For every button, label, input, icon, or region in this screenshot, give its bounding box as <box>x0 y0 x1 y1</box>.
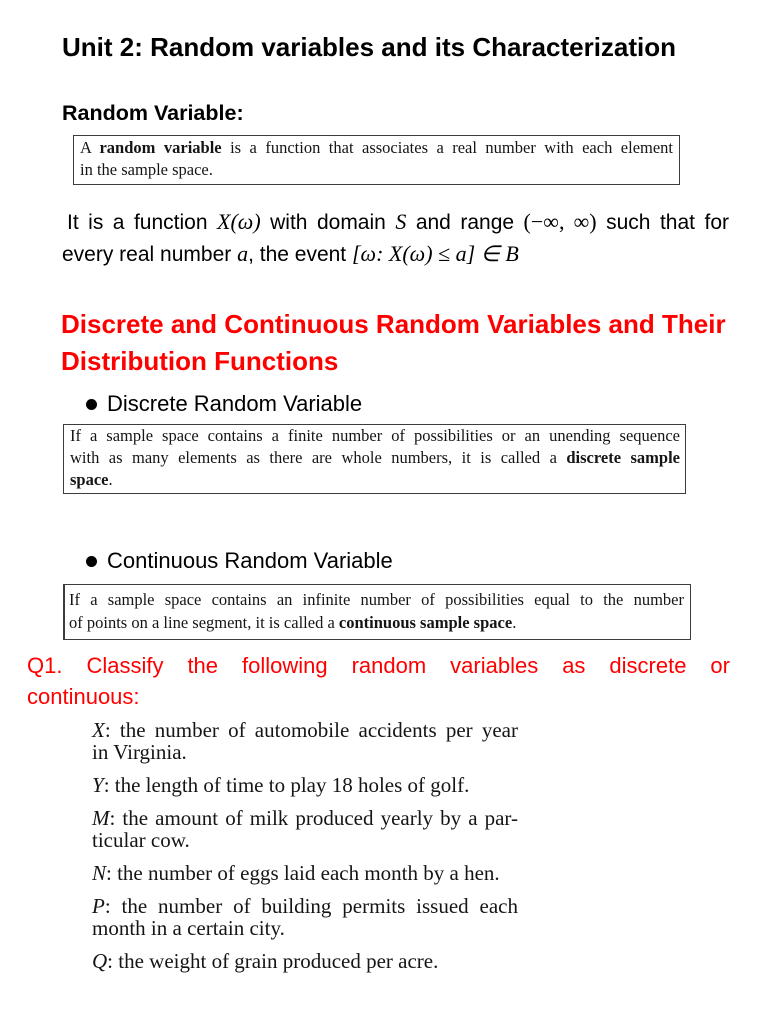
definition-line <box>80 159 673 181</box>
variable-line <box>92 719 518 741</box>
formal-text: , the event <box>248 243 352 266</box>
definition-line <box>69 588 684 611</box>
variable-line <box>92 807 518 829</box>
section-heading-random-variable: Random Variable: <box>62 101 244 125</box>
heading-line: Discrete and Continuous Random Variables and Their <box>61 309 726 339</box>
bullet-item-continuous <box>85 547 485 575</box>
variable-description: in Virginia. <box>92 740 187 764</box>
definition-line <box>80 137 673 159</box>
variable-item-q <box>92 950 518 972</box>
variable-description: ticular cow. <box>92 828 190 852</box>
definition-line <box>70 425 680 447</box>
variable-item-n <box>92 862 518 884</box>
variable-description: : the amount of milk produced yearly by a par- <box>109 806 518 830</box>
math-expression: (−∞, ∞) <box>523 209 597 234</box>
variable-list <box>92 719 518 983</box>
definition-term: continuous sample space <box>338 613 513 632</box>
variable-symbol: M <box>92 806 110 830</box>
definition-text: If a sample space contains an infinite number of possibilities equal to the number <box>69 590 684 609</box>
variable-symbol: N <box>92 861 107 885</box>
variable-description: : the weight of grain produced per acre. <box>107 949 439 973</box>
variable-description: month in a certain city. <box>92 916 285 940</box>
bullet-label: Continuous Random Variable <box>107 548 393 573</box>
heading-line: Distribution Functions <box>61 346 339 376</box>
variable-item-m <box>92 807 518 851</box>
bullet-item-discrete <box>85 390 485 418</box>
math-expression: a <box>237 241 249 266</box>
question-q1 <box>27 650 730 712</box>
definition-term: space <box>70 470 109 489</box>
definition-text: A <box>80 138 100 157</box>
definition-box-continuous <box>63 584 691 640</box>
variable-description: : the length of time to play 18 holes of golf. <box>103 773 470 797</box>
variable-description: : the number of building permits issued each <box>104 894 518 918</box>
formal-text: every real number <box>62 243 238 266</box>
variable-line <box>92 774 518 796</box>
definition-line <box>70 447 680 469</box>
variable-line <box>92 950 518 972</box>
bullet-label: Discrete Random Variable <box>107 391 363 416</box>
variable-line <box>92 829 518 851</box>
variable-line <box>92 895 518 917</box>
definition-text: of points on a line segment, it is called a <box>69 613 339 632</box>
definition-box-random-variable <box>73 135 680 185</box>
math-expression: X(ω) <box>217 209 261 234</box>
variable-item-x <box>92 719 518 763</box>
bullet-icon <box>86 556 97 567</box>
page-title: Unit 2: Random variables and its Characterization <box>62 32 677 62</box>
section-heading-distributions <box>61 306 726 380</box>
variable-item-y <box>92 774 518 796</box>
definition-text: . <box>512 613 517 632</box>
definition-line <box>69 611 684 634</box>
variable-item-p <box>92 895 518 939</box>
formal-definition-line <box>62 206 729 238</box>
definition-text: . <box>108 470 113 489</box>
math-expression: [ω: X(ω) ≤ a] ∈ B <box>351 241 519 266</box>
definition-line <box>70 469 680 491</box>
definition-text: in the sample space. <box>80 160 213 179</box>
variable-line <box>92 917 518 939</box>
question-line: Q1. Classify the following random variables as discrete or <box>27 653 730 678</box>
formal-definition-line <box>62 238 729 270</box>
variable-symbol: P <box>92 894 105 918</box>
variable-description: : the number of automobile accidents per year <box>104 718 518 742</box>
bullet-icon <box>86 399 97 410</box>
definition-text: If a sample space contains a finite number of possibilities or an unending sequence <box>70 426 680 445</box>
definition-term: discrete sample <box>566 448 680 467</box>
formal-text: It is a function <box>67 211 218 234</box>
math-expression: S <box>395 209 407 234</box>
question-line: continuous: <box>27 684 140 709</box>
formal-definition <box>62 206 729 270</box>
variable-line <box>92 741 518 763</box>
variable-symbol: X <box>92 718 105 742</box>
formal-text: such that for <box>596 211 729 234</box>
formal-text: and range <box>406 211 524 234</box>
variable-symbol: Y <box>92 773 104 797</box>
definition-text: is a function that associates a real number with each element <box>221 138 674 157</box>
variable-line <box>92 862 518 884</box>
definition-text: with as many elements as there are whole numbers, it is called a <box>70 448 567 467</box>
definition-term: random variable <box>99 138 222 157</box>
definition-box-discrete <box>63 424 686 494</box>
variable-symbol: Q <box>92 949 108 973</box>
formal-text: with domain <box>260 211 396 234</box>
variable-description: : the number of eggs laid each month by a hen. <box>106 861 500 885</box>
